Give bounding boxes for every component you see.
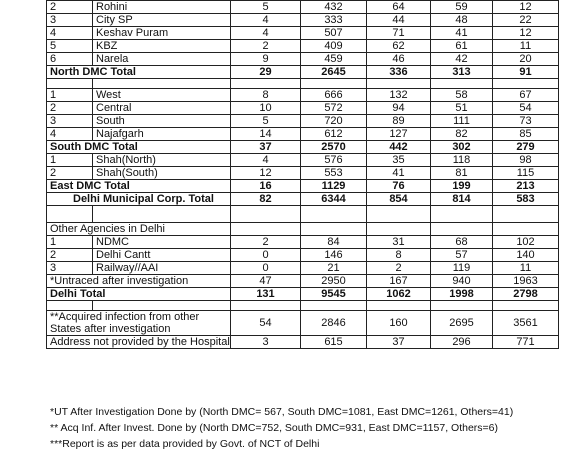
value-cell-5: 11 — [493, 262, 559, 275]
total-value-cell-4: 313 — [431, 66, 493, 79]
serial-number-cell: 2 — [47, 167, 93, 180]
value-cell-1: 2 — [231, 40, 301, 53]
total-value-cell-3: 336 — [367, 66, 431, 79]
value-cell-2: 409 — [301, 40, 367, 53]
value-cell-4: 57 — [431, 249, 493, 262]
row-label-cell: Delhi Total — [47, 288, 231, 301]
row-value-cell-4: 1998 — [431, 288, 493, 301]
value-cell-3: 44 — [367, 14, 431, 27]
zone-name-cell: City SP — [93, 14, 231, 27]
north-zone-row — [47, 1, 559, 14]
row-value-cell-2: 9545 — [301, 288, 367, 301]
value-cell-5: 98 — [493, 154, 559, 167]
other-agencies-header-row — [47, 223, 559, 236]
zone-name-cell: South — [93, 115, 231, 128]
value-cell-3: 35 — [367, 154, 431, 167]
other-agencies-label: Other Agencies in Delhi — [47, 223, 231, 236]
value-cell-2: 21 — [301, 262, 367, 275]
total-value-cell-4: 199 — [431, 180, 493, 193]
total-label-cell: South DMC Total — [47, 141, 231, 154]
serial-number-cell: 5 — [47, 40, 93, 53]
total-value-cell-3: 76 — [367, 180, 431, 193]
value-cell-4: 82 — [431, 128, 493, 141]
total-value-cell-5: 91 — [493, 66, 559, 79]
total-value-cell-1: 37 — [231, 141, 301, 154]
value-cell-5: 11 — [493, 40, 559, 53]
value-cell-1: 10 — [231, 102, 301, 115]
value-cell-4: 68 — [431, 236, 493, 249]
serial-number-cell: 1 — [47, 236, 93, 249]
value-cell-2: 572 — [301, 102, 367, 115]
value-cell-4: 48 — [431, 14, 493, 27]
value-cell-2: 612 — [301, 128, 367, 141]
value-cell-1: 0 — [231, 262, 301, 275]
row-value-cell-3: 167 — [367, 275, 431, 288]
value-cell-4: 59 — [431, 1, 493, 14]
total-value-cell-5: 279 — [493, 141, 559, 154]
value-cell-1: 0 — [231, 249, 301, 262]
value-cell-3: 94 — [367, 102, 431, 115]
zone-name-cell: Shah(South) — [93, 167, 231, 180]
total-label-cell: East DMC Total — [47, 180, 231, 193]
zone-name-cell: Railway//AAI — [93, 262, 231, 275]
row-value-cell-3: 37 — [367, 336, 431, 349]
serial-number-cell: 3 — [47, 262, 93, 275]
value-cell-5: 115 — [493, 167, 559, 180]
value-cell-2: 432 — [301, 1, 367, 14]
row-value-cell-1: 131 — [231, 288, 301, 301]
other-agency-row — [47, 249, 559, 262]
value-cell-1: 9 — [231, 53, 301, 66]
total-value-cell-3: 442 — [367, 141, 431, 154]
row-value-cell-5: 1963 — [493, 275, 559, 288]
row-value-cell-3: 160 — [367, 311, 431, 336]
south-zone-row — [47, 102, 559, 115]
row-label-cell: **Acquired infection from other States after investigation — [47, 311, 231, 336]
total-value-cell-4: 302 — [431, 141, 493, 154]
value-cell-3: 31 — [367, 236, 431, 249]
value-cell-5: 12 — [493, 27, 559, 40]
value-cell-4: 42 — [431, 53, 493, 66]
value-cell-2: 459 — [301, 53, 367, 66]
footnote-report-source: ***Report is as per data provided by Govt. of NCT of Delhi — [50, 438, 320, 450]
value-cell-1: 12 — [231, 167, 301, 180]
zone-name-cell: NDMC — [93, 236, 231, 249]
total-label-cell: Delhi Municipal Corp. Total — [47, 193, 231, 206]
value-cell-4: 61 — [431, 40, 493, 53]
total-value-cell-2: 2645 — [301, 66, 367, 79]
value-cell-4: 118 — [431, 154, 493, 167]
value-cell-2: 146 — [301, 249, 367, 262]
value-cell-3: 62 — [367, 40, 431, 53]
value-cell-1: 4 — [231, 27, 301, 40]
south-zone-row — [47, 128, 559, 141]
value-cell-5: 140 — [493, 249, 559, 262]
row-value-cell-4: 2695 — [431, 311, 493, 336]
value-cell-1: 14 — [231, 128, 301, 141]
value-cell-2: 720 — [301, 115, 367, 128]
value-cell-3: 127 — [367, 128, 431, 141]
value-cell-1: 5 — [231, 1, 301, 14]
value-cell-2: 84 — [301, 236, 367, 249]
row-value-cell-1: 3 — [231, 336, 301, 349]
value-cell-5: 12 — [493, 1, 559, 14]
footnotes — [50, 404, 513, 452]
footnote-untraced: *UT After Investigation Done by (North DMC= 567, South DMC=1081, East DMC=1261, Others=41) — [50, 406, 514, 418]
row-value-cell-2: 2950 — [301, 275, 367, 288]
serial-number-cell: 2 — [47, 1, 93, 14]
value-cell-4: 58 — [431, 89, 493, 102]
east-zone-row — [47, 167, 559, 180]
row-value-cell-1: 47 — [231, 275, 301, 288]
serial-number-cell: 3 — [47, 115, 93, 128]
value-cell-2: 553 — [301, 167, 367, 180]
north-zone-row — [47, 53, 559, 66]
value-cell-5: 22 — [493, 14, 559, 27]
north-zone-row — [47, 14, 559, 27]
north-zone-row — [47, 40, 559, 53]
delhi-total-row — [47, 288, 559, 301]
value-cell-4: 119 — [431, 262, 493, 275]
south-dmc-total-row — [47, 141, 559, 154]
value-cell-3: 2 — [367, 262, 431, 275]
serial-number-cell: 1 — [47, 154, 93, 167]
address-not-provided-row — [47, 336, 559, 349]
section-spacer — [47, 79, 559, 89]
zone-name-cell: West — [93, 89, 231, 102]
footnote-acquired: ** Acq Inf. After Invest. Done by (North DMC=752, South DMC=931, East DMC=1157, Others=6) — [50, 422, 499, 434]
value-cell-3: 46 — [367, 53, 431, 66]
zone-name-cell: Shah(North) — [93, 154, 231, 167]
value-cell-2: 576 — [301, 154, 367, 167]
total-label-cell: North DMC Total — [47, 66, 231, 79]
south-zone-row — [47, 115, 559, 128]
total-value-cell-5: 583 — [493, 193, 559, 206]
east-zone-row — [47, 154, 559, 167]
serial-number-cell: 2 — [47, 249, 93, 262]
value-cell-3: 41 — [367, 167, 431, 180]
value-cell-5: 102 — [493, 236, 559, 249]
untraced-row — [47, 275, 559, 288]
serial-number-cell: 1 — [47, 89, 93, 102]
section-spacer — [47, 301, 559, 311]
value-cell-4: 81 — [431, 167, 493, 180]
value-cell-5: 54 — [493, 102, 559, 115]
row-value-cell-5: 3561 — [493, 311, 559, 336]
value-cell-3: 71 — [367, 27, 431, 40]
zone-name-cell: Rohini — [93, 1, 231, 14]
total-value-cell-2: 6344 — [301, 193, 367, 206]
row-value-cell-1: 54 — [231, 311, 301, 336]
zone-name-cell: Najafgarh — [93, 128, 231, 141]
east-dmc-total-row — [47, 180, 559, 193]
row-value-cell-5: 2798 — [493, 288, 559, 301]
zone-statistics-table — [46, 0, 558, 349]
south-zone-row — [47, 89, 559, 102]
serial-number-cell: 6 — [47, 53, 93, 66]
section-spacer — [47, 206, 559, 223]
total-value-cell-1: 82 — [231, 193, 301, 206]
total-value-cell-2: 2570 — [301, 141, 367, 154]
row-value-cell-4: 296 — [431, 336, 493, 349]
total-value-cell-3: 854 — [367, 193, 431, 206]
municipal-corp-total-row — [47, 193, 559, 206]
zone-name-cell: Keshav Puram — [93, 27, 231, 40]
zone-name-cell: KBZ — [93, 40, 231, 53]
row-value-cell-3: 1062 — [367, 288, 431, 301]
value-cell-4: 51 — [431, 102, 493, 115]
other-agency-row — [47, 236, 559, 249]
value-cell-3: 64 — [367, 1, 431, 14]
north-dmc-total-row — [47, 66, 559, 79]
serial-number-cell: 4 — [47, 128, 93, 141]
value-cell-3: 132 — [367, 89, 431, 102]
zone-name-cell: Narela — [93, 53, 231, 66]
row-value-cell-5: 771 — [493, 336, 559, 349]
value-cell-2: 507 — [301, 27, 367, 40]
value-cell-3: 89 — [367, 115, 431, 128]
value-cell-5: 67 — [493, 89, 559, 102]
value-cell-3: 8 — [367, 249, 431, 262]
zone-name-cell: Delhi Cantt — [93, 249, 231, 262]
total-value-cell-4: 814 — [431, 193, 493, 206]
value-cell-1: 8 — [231, 89, 301, 102]
value-cell-4: 111 — [431, 115, 493, 128]
serial-number-cell: 3 — [47, 14, 93, 27]
row-value-cell-2: 2846 — [301, 311, 367, 336]
value-cell-2: 333 — [301, 14, 367, 27]
serial-number-cell: 4 — [47, 27, 93, 40]
row-label-cell: Address not provided by the Hospital — [47, 336, 231, 349]
other-agency-row — [47, 262, 559, 275]
value-cell-1: 4 — [231, 154, 301, 167]
value-cell-2: 666 — [301, 89, 367, 102]
row-value-cell-4: 940 — [431, 275, 493, 288]
north-zone-row — [47, 27, 559, 40]
total-value-cell-1: 29 — [231, 66, 301, 79]
value-cell-5: 85 — [493, 128, 559, 141]
row-label-cell: *Untraced after investigation — [47, 275, 231, 288]
total-value-cell-2: 1129 — [301, 180, 367, 193]
total-value-cell-1: 16 — [231, 180, 301, 193]
serial-number-cell: 2 — [47, 102, 93, 115]
acquired-infection-row — [47, 311, 559, 336]
row-value-cell-2: 615 — [301, 336, 367, 349]
total-value-cell-5: 213 — [493, 180, 559, 193]
value-cell-1: 2 — [231, 236, 301, 249]
value-cell-5: 20 — [493, 53, 559, 66]
value-cell-5: 73 — [493, 115, 559, 128]
value-cell-1: 5 — [231, 115, 301, 128]
value-cell-4: 41 — [431, 27, 493, 40]
zone-name-cell: Central — [93, 102, 231, 115]
value-cell-1: 4 — [231, 14, 301, 27]
